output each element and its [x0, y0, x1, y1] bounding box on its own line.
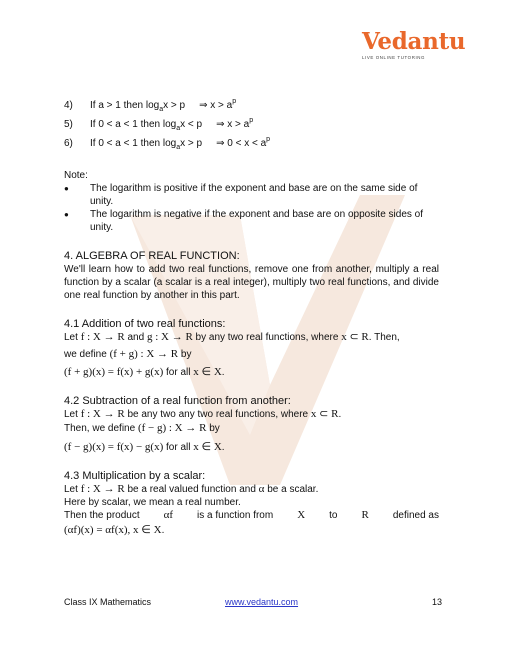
scalar-line-4 [64, 524, 439, 537]
algebra-section [64, 250, 439, 302]
subtraction-line-3 [64, 441, 439, 454]
rule-superscript: p [266, 136, 271, 143]
text: by [178, 349, 192, 360]
math-expression: (f + g)(x) = f(x) + g(x) [64, 366, 164, 378]
math-expression: R [361, 509, 369, 521]
scalar-line-2: Here by scalar, we mean a real number. [64, 497, 241, 508]
math-expression: X [297, 509, 306, 521]
rule-subscript: a [176, 125, 181, 132]
subtraction-line-1 [64, 408, 439, 421]
math-expression: (f − g)(x) = f(x) − g(x) [64, 441, 164, 453]
text: be a scalar. [264, 484, 319, 495]
text: for all [163, 367, 194, 378]
scalar-line-1 [64, 483, 439, 496]
text: is a function from [197, 510, 274, 521]
addition-line-2 [64, 348, 439, 361]
logo-tagline: LIVE ONLINE TUTORING [362, 55, 426, 60]
note-heading: Note: [64, 170, 88, 181]
rule-condition: a > 1 then log [98, 100, 160, 111]
text: Let [64, 484, 81, 495]
text: to [329, 510, 338, 521]
rule-result: x > a [227, 119, 250, 130]
addition-line-1 [64, 331, 439, 344]
implies-arrow: ⇒ [199, 100, 208, 111]
rule-superscript: p [232, 98, 237, 105]
rule-superscript: p [249, 117, 254, 124]
math-expression: f : X → R [80, 408, 125, 420]
math-expression: (f − g) : X → R [137, 422, 207, 434]
note-bullet: ● The logarithm is positive if the exponent and base are on the same side of unity. [64, 182, 439, 208]
section-heading: 4. ALGEBRA OF REAL FUNCTION: [64, 250, 240, 262]
math-expression: x ∈ X [193, 366, 222, 378]
logo-wordmark: Vedantu [362, 28, 466, 55]
subtraction-section [64, 395, 439, 454]
text: Let [64, 332, 81, 343]
rule-lead: If [90, 138, 96, 149]
footer-page-number: 13 [432, 597, 443, 607]
section-intro: We'll learn how to add two real functions, remove one from another, multiply a real function by a scalar (a scalar is a real integer), multiply two real functions, and divide one real function by another in this part. [64, 264, 439, 301]
text: . [221, 442, 225, 453]
math-expression: α [258, 483, 265, 495]
math-expression: (f + g) : X → R [109, 348, 179, 360]
text: Let [64, 409, 81, 420]
rule-subscript: a [176, 144, 181, 151]
rule-subscript: a [159, 106, 164, 113]
text: defined as [392, 510, 439, 521]
scalar-line-3 [64, 509, 439, 522]
rule-number: 5) [64, 119, 73, 130]
rule-number: 4) [64, 100, 73, 111]
rule-lead: If [90, 100, 96, 111]
vedantu-logo [362, 28, 466, 60]
text: be a real valued function and [124, 484, 259, 495]
text: and [124, 332, 147, 343]
rule-5 [64, 114, 253, 135]
math-expression: f : X → R [80, 483, 125, 495]
subtraction-line-2 [64, 422, 439, 435]
text: for all [163, 442, 194, 453]
addition-section [64, 318, 439, 379]
rule-lead: If [90, 119, 96, 130]
subsection-heading: 4.2 Subtraction of a real function from another: [64, 395, 291, 407]
scalar-section [64, 470, 439, 537]
note-bullet: ● The logarithm is negative if the exponent and base are on opposite sides of unity. [64, 208, 439, 234]
math-expression: x ∈ X [193, 441, 222, 453]
implies-arrow: ⇒ [216, 119, 225, 130]
text: by [206, 423, 220, 434]
text: Then, we define [64, 423, 138, 434]
footer-website-link[interactable]: www.vedantu.com [225, 597, 299, 607]
rule-result: x > a [210, 100, 233, 111]
text: . [338, 409, 342, 420]
footer-course-label: Class IX Mathematics [64, 597, 152, 607]
rule-condition: 0 < a < 1 then log [98, 138, 177, 149]
subsection-heading: 4.1 Addition of two real functions: [64, 318, 226, 330]
text: . Then, [368, 332, 400, 343]
subsection-heading: 4.3 Multiplication by a scalar: [64, 470, 206, 482]
text: be any two any two real functions, where [124, 409, 311, 420]
math-expression: f : X → R [80, 331, 125, 343]
rule-condition: 0 < a < 1 then log [98, 119, 177, 130]
note-section [64, 169, 439, 234]
rule-inequality: x > p [163, 100, 186, 111]
rule-result: 0 < x < a [227, 138, 267, 149]
rule-4 [64, 95, 236, 116]
math-expression: g : X → R [146, 331, 193, 343]
rule-6 [64, 133, 270, 154]
rule-inequality: x > p [180, 138, 203, 149]
math-expression: x ⊂ R [310, 408, 339, 420]
text: Then the product [64, 510, 140, 521]
math-expression: x ⊂ R [341, 331, 369, 343]
text: we define [64, 349, 110, 360]
text: . [221, 367, 225, 378]
math-expression: αf [163, 509, 174, 521]
rule-number: 6) [64, 138, 73, 149]
math-expression: (αf)(x) = αf(x), x ∈ X [64, 524, 162, 536]
addition-line-3 [64, 366, 439, 379]
text: by any two real functions, where [192, 332, 342, 343]
rule-inequality: x < p [180, 119, 203, 130]
implies-arrow: ⇒ [216, 138, 225, 149]
text: . [161, 525, 165, 536]
